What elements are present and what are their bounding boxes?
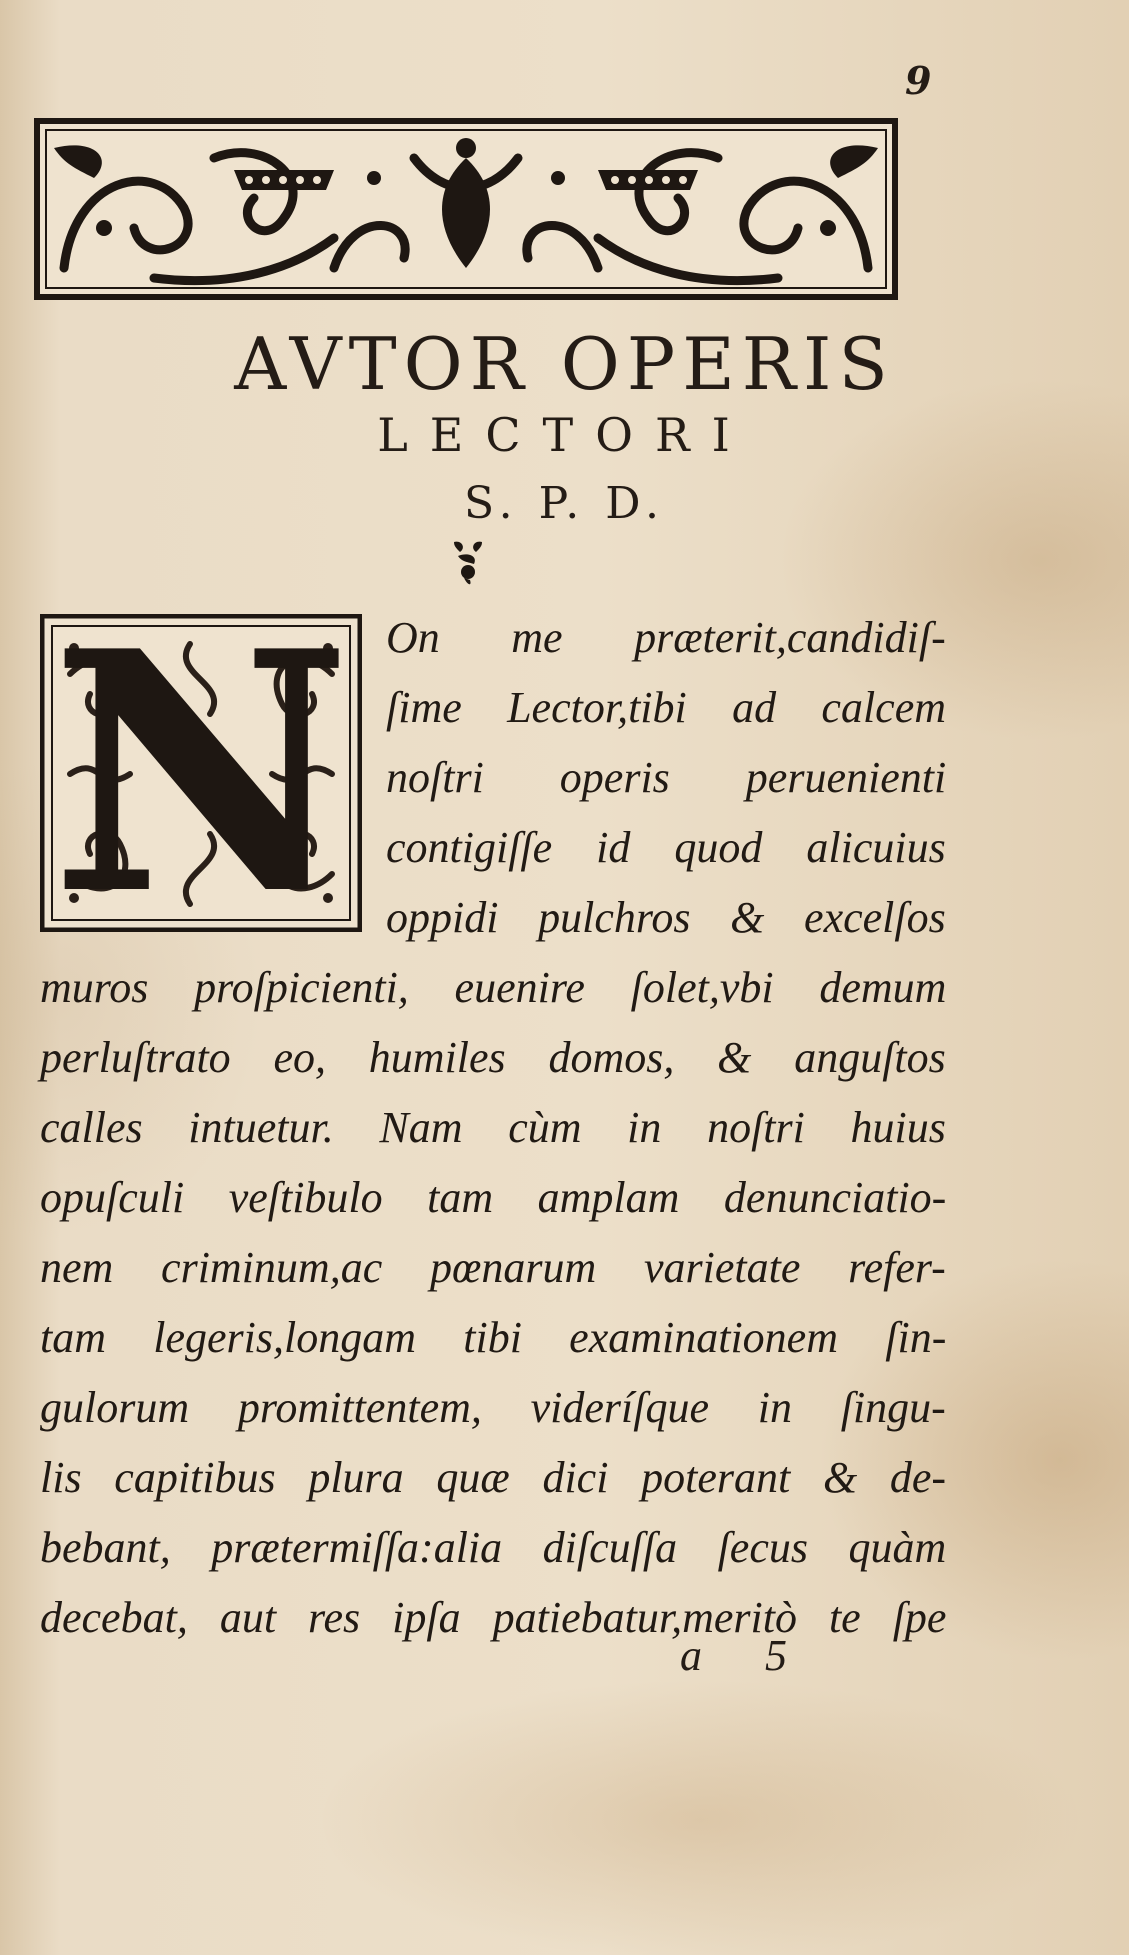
text-line: lis capitibus plura quæ dici poterant & de- xyxy=(40,1453,947,1502)
text-line: nem criminum,ac pœnarum varietate refer- xyxy=(40,1243,946,1292)
text-line: bebant, prætermiſſa:alia diſcuſſa ſecus quàm xyxy=(40,1523,947,1572)
heading-line-2: LECTORI xyxy=(377,408,752,462)
text-line: gulorum promittentem, videríſque in ſingu- xyxy=(40,1383,946,1432)
text-line: muros proſpicienti, euenire ſolet,vbi demum xyxy=(40,963,947,1012)
signature-mark: a 5 xyxy=(680,1631,813,1680)
text-line: noſtri operis peruenienti xyxy=(386,753,947,802)
text-line: On me præterit,candidiſ- xyxy=(386,613,946,662)
text-line: oppidi pulchros & excelſos xyxy=(386,893,946,942)
text-line: ſime Lector,tibi ad calcem xyxy=(386,683,947,732)
text-line: calles intuetur. Nam cùm in noſtri huius xyxy=(40,1103,946,1152)
heading-line-3: S. P. D. xyxy=(464,478,665,529)
text-line: perluſtrato eo, humiles domos, & anguſtos xyxy=(40,1033,946,1082)
initial-letter: N xyxy=(50,579,352,967)
heading-line-1: AVTOR OPERIS xyxy=(234,322,895,406)
text-line: decebat, aut res ipſa patiebatur,meritò te ſpe xyxy=(40,1593,947,1642)
text-line: contigiſſe id quod alicuius xyxy=(386,823,946,872)
text-line: tam legeris,longam tibi examinationem ſin- xyxy=(40,1313,947,1362)
text-line: opuſculi veſtibulo tam amplam denunciatio- xyxy=(40,1173,947,1222)
page-number: 9 xyxy=(905,58,932,103)
